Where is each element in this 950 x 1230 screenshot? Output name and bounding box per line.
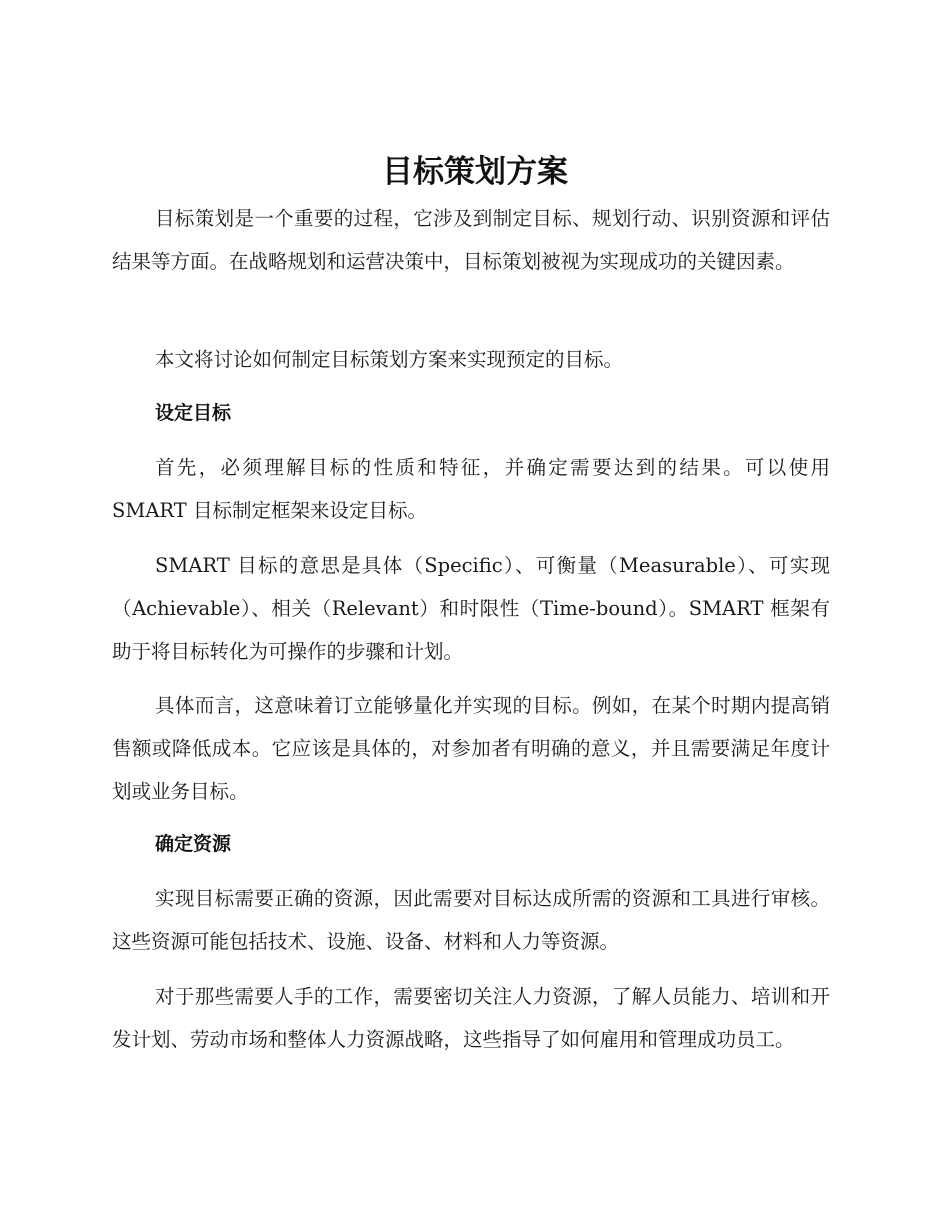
paragraph-smart-definition: SMART 目标的意思是具体（Specific）、可衡量（Measurable）、可实现（Achievable）、相关（Relevant）和时限性（Time-bound）。SMART 框架有助于将目标转化为可操作的步骤和计划。 <box>112 554 830 663</box>
document-title: 目标策划方案 <box>382 154 568 190</box>
paragraph-purpose: 本文将讨论如何制定目标策划方案来实现预定的目标。 <box>155 348 624 371</box>
paragraph-intro: 目标策划是一个重要的过程，它涉及到制定目标、规划行动、识别资源和评估结果等方面。在战略规划和运营决策中，目标策划被视为实现成功的关键因素。 <box>112 207 830 273</box>
section-heading-determine-resources: 确定资源 <box>155 833 232 855</box>
paragraph-resources: 实现目标需要正确的资源，因此需要对目标达成所需的资源和工具进行审核。这些资源可能包括技术、设施、设备、材料和人力等资源。 <box>112 887 830 953</box>
paragraph-specific-goals: 具体而言，这意味着订立能够量化并实现的目标。例如，在某个时期内提高销售额或降低成本。它应该是具体的，对参加者有明确的意义，并且需要满足年度计划或业务目标。 <box>112 694 830 803</box>
section-heading-set-goals: 设定目标 <box>155 402 232 424</box>
paragraph-understand-goals: 首先，必须理解目标的性质和特征，并确定需要达到的结果。可以使用 SMART 目标制定框架来设定目标。 <box>112 456 830 522</box>
paragraph-human-resources: 对于那些需要人手的工作，需要密切关注人力资源，了解人员能力、培训和开发计划、劳动市场和整体人力资源战略，这些指导了如何雇用和管理成功员工。 <box>112 985 830 1051</box>
